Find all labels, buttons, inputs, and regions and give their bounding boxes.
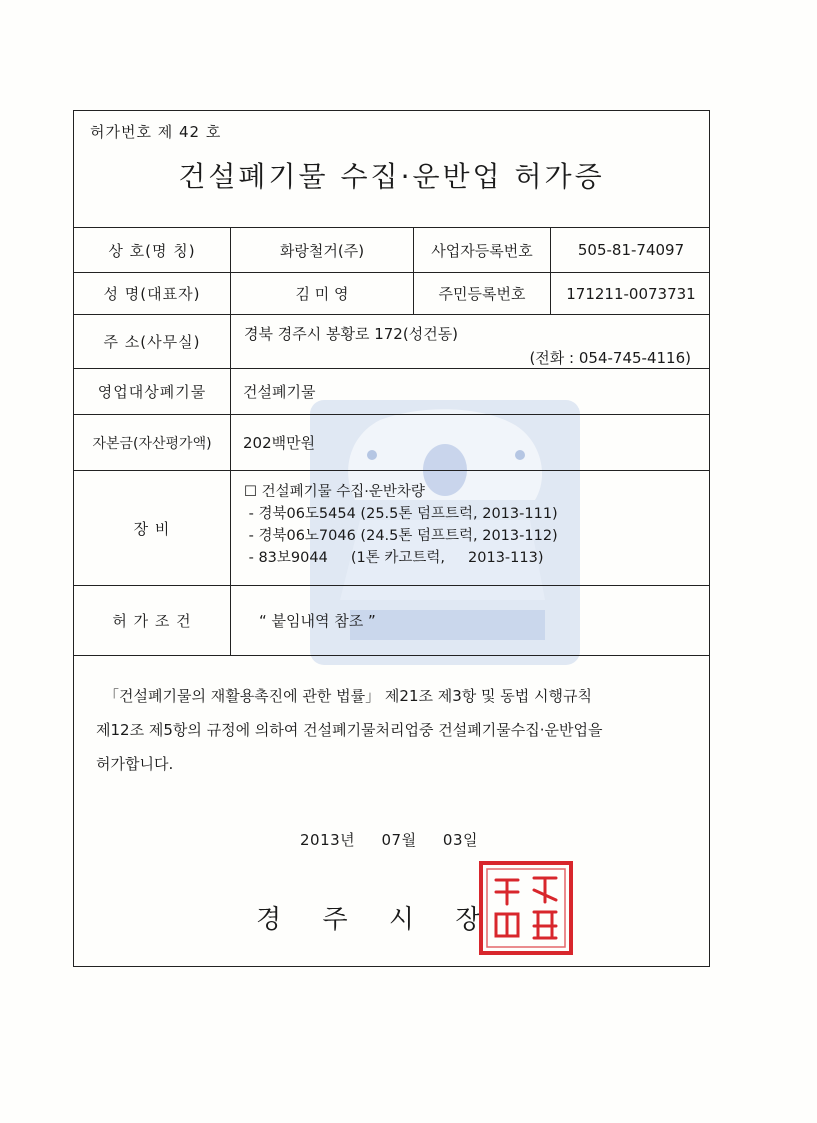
statement-line: 제12조 제5항의 규정에 의하여 건설폐기물처리업중 건설폐기물수집·운반업을 <box>96 721 603 739</box>
issue-date: 2013년 07월 03일 <box>300 831 478 849</box>
phone-number: (전화 : 054-745-4116) <box>529 349 691 367</box>
resident-reg-label: 주민등록번호 <box>414 273 551 314</box>
permit-number: 허가번호 제 42 호 <box>90 123 222 141</box>
statement-line: 허가합니다. <box>96 755 174 773</box>
address-value: 경북 경주시 봉황로 172(성건동) <box>244 325 459 343</box>
permit-statement <box>96 679 696 781</box>
equipment-line: ☐ 건설폐기물 수집·운반차량 <box>244 484 425 500</box>
statement-line: 「건설폐기물의 재활용촉진에 관한 법률」 제21조 제3항 및 동법 시행규칙 <box>104 687 593 705</box>
capital-label: 자본금(자산평가액) <box>74 415 231 470</box>
certificate-frame <box>73 110 710 967</box>
equipment-list <box>244 481 558 569</box>
certificate-header <box>74 111 709 228</box>
waste-type-label: 영업대상폐기물 <box>74 369 231 414</box>
row-representative <box>74 273 709 315</box>
row-trade-name <box>74 228 709 273</box>
representative-label: 성 명(대표자) <box>74 273 231 314</box>
row-equipment <box>74 471 709 586</box>
trade-name-value: 화랑철거(주) <box>231 228 414 272</box>
trade-name-label: 상 호(명 칭) <box>74 228 231 272</box>
equipment-label: 장 비 <box>74 471 231 585</box>
capital-value: 202백만원 <box>243 434 316 452</box>
row-waste-type <box>74 369 709 415</box>
conditions-label: 허 가 조 건 <box>74 586 231 655</box>
business-reg-value: 505-81-74097 <box>577 241 685 259</box>
equipment-line: - 경북06도5454 (25.5톤 덤프트럭, 2013-111) <box>244 506 558 522</box>
document-title: 건설폐기물 수집·운반업 허가증 <box>178 160 605 193</box>
waste-type-value: 건설폐기물 <box>243 383 316 401</box>
resident-reg-value: 171211-0073731 <box>566 284 696 303</box>
address-label: 주 소(사무실) <box>74 315 231 368</box>
equipment-line: - 83보9044 (1톤 카고트럭, 2013-113) <box>244 550 544 566</box>
business-reg-label: 사업자등록번호 <box>414 228 551 272</box>
conditions-value: “ 붙임내역 참조 ” <box>259 612 376 630</box>
row-capital <box>74 415 709 471</box>
representative-value: 김 미 영 <box>231 273 414 314</box>
row-address <box>74 315 709 369</box>
row-conditions <box>74 586 709 656</box>
official-seal-stamp <box>478 860 574 956</box>
issuing-authority: 경 주 시 장 <box>256 905 481 935</box>
equipment-line: - 경북06노7046 (24.5톤 덤프트럭, 2013-112) <box>244 528 558 544</box>
